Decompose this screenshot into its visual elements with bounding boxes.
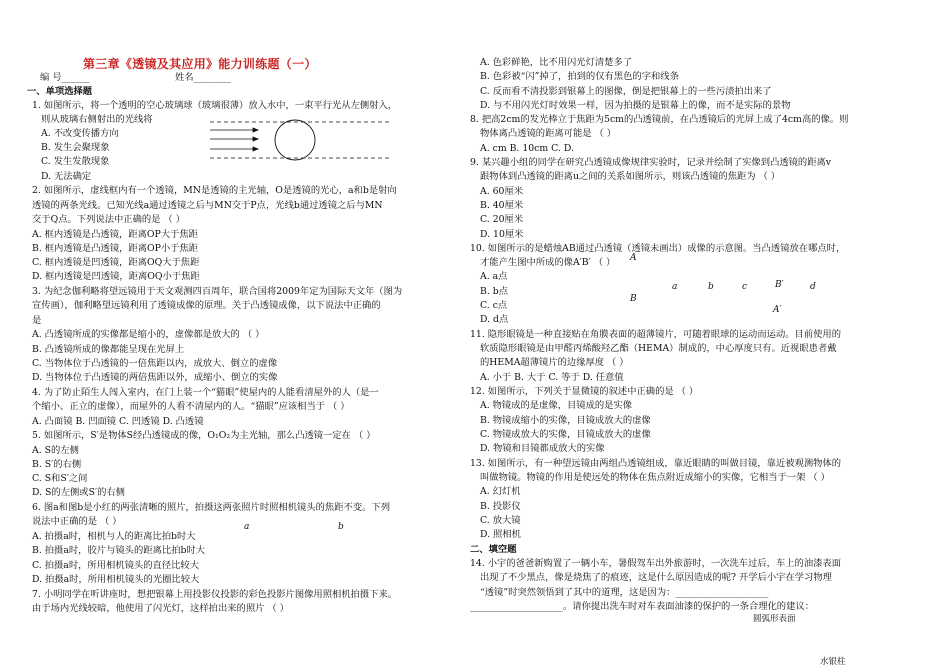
question-line: 6. 图a和图b是小红的两张清晰的照片，拍摄这两张照片时照相机镜头的焦距不变。下列 bbox=[32, 502, 391, 513]
question-line: 10. 如图所示的是蜡烛AB通过凸透镜（透镜未画出）成像的示意图。当凸透镜放在哪点时， bbox=[470, 243, 846, 254]
option-line: C. 物镜成放大的实像，目镜成放大的虚像 bbox=[480, 429, 651, 440]
option-line: A. 物镜成的是虚像，目镜成的是实像 bbox=[480, 400, 633, 411]
question-line: 3. 为纪念伽利略将望远镜用于天文观测四百周年，联合国将2009年定为国际天文年（图为 bbox=[32, 286, 403, 297]
section-heading: 一、单项选择题 bbox=[27, 86, 93, 97]
question-line: 5. 如图所示，S′是物体S经凸透镜成的像，O₁O₂为主光轴，那么凸透镜一定在 （ ） bbox=[32, 430, 376, 441]
image-bottom-label: B′ bbox=[775, 280, 784, 290]
photo-b-label: b bbox=[338, 522, 344, 532]
option-line: C. 当物体位于凸透镜的一倍焦距以内，成放大、倒立的虚像 bbox=[32, 358, 278, 369]
question-line: 9. 某兴趣小组的同学在研究凸透镜成像规律实验时，记录并绘制了实像到凸透镜的距离v bbox=[470, 157, 832, 168]
page-title: 第三章《透镜及其应用》能力训练题（一） bbox=[83, 57, 317, 71]
question-line: 4. 为了防止陌生人闯入室内，在门上装一个“猫眼”使屋内的人能看清屋外的人（是一 bbox=[32, 387, 379, 398]
option-line: B. 凸透镜所成的像都能呈现在光屏上 bbox=[32, 344, 185, 355]
question-line: 是 bbox=[32, 315, 42, 326]
question-line: 说法中正确的是 （ ） bbox=[32, 516, 122, 527]
option-line: D. 当物体位于凸透镜的两倍焦距以外，成缩小、倒立的实像 bbox=[32, 372, 278, 383]
option-line: B. 物镜成缩小的实像，目镜成放大的虚像 bbox=[480, 415, 651, 426]
option-line: B. 投影仪 bbox=[480, 501, 521, 512]
question-line: 才能产生图中所成的像A′B′ （ ） bbox=[480, 257, 616, 268]
question-line: 交于Q点。下列说法中正确的是 （ ） bbox=[32, 214, 185, 225]
point-c-label: c bbox=[742, 282, 748, 292]
question-line: 出现了不少黑点，像是烧焦了的痕迹，这是什么原因造成的呢? 开学后小宇在学习物理 bbox=[480, 572, 832, 583]
option-line: A. S的左侧 bbox=[32, 445, 79, 456]
option-line: A. 幻灯机 bbox=[480, 486, 521, 497]
candle-top-label: A bbox=[630, 253, 637, 263]
option-line: B. 拍摄a时，胶片与镜头的距离比拍b时大 bbox=[32, 545, 205, 556]
question-line: 14. 小宇的爸爸新购置了一辆小车，暑假驾车出外旅游时，一次洗车过后，车上的油漆表面 bbox=[470, 558, 842, 569]
option-line: A. 色彩鲜艳，比不用闪光灯清楚多了 bbox=[480, 57, 633, 68]
option-line: C. c点 bbox=[480, 300, 508, 311]
question-line: 13. 如图所示，有一种望远镜由两组凸透镜组成，靠近眼睛的叫做目镜，靠近被观测物体的 bbox=[470, 458, 842, 469]
question-line: 软质隐形眼镜是由甲醛丙烯酸羟乙酯（HEMA）制成的，中心厚度只有。近视眼患者戴 bbox=[480, 343, 837, 354]
option-line: A. 小于 B. 大于 C. 等于 D. 任意值 bbox=[480, 372, 624, 383]
point-b-label: b bbox=[708, 282, 714, 292]
question-line: 12. 如图所示，下列关于显微镜的叙述中正确的是 （ ） bbox=[470, 386, 699, 397]
question-line: 叫做物镜。物镜的作用是使远处的物体在焦点附近成缩小的实像，它相当于一架 （ ） bbox=[480, 472, 830, 483]
option-line: D. 10厘米 bbox=[480, 229, 524, 240]
option-line: B. 色彩被“闪”掉了，拍到的仅有黑色的字和线条 bbox=[480, 71, 679, 82]
option-line: A. 拍摄a时，相机与人的距离比拍b时大 bbox=[32, 531, 196, 542]
question-line: 的HEMA超薄镜片的边缘厚度 （ ） bbox=[480, 357, 629, 368]
option-line: D. d点 bbox=[480, 314, 509, 325]
question-line: 由于场内光线较暗，他使用了闪光灯，这样拍出来的照片 （ ） bbox=[32, 603, 289, 614]
question-line: “透镜”时突然领悟到了其中的道理，这是因为：____________________ bbox=[480, 587, 769, 598]
question-line: 8. 把高2cm的发光棒立于焦距为5cm的凸透镜前，在凸透镜后的光屏上成了4cm高的像。则 bbox=[470, 114, 849, 125]
option-line: B. S′的右侧 bbox=[32, 459, 82, 470]
option-line: B. b点 bbox=[480, 286, 508, 297]
question-line: 跟物体到凸透镜的距离u之间的关系如图所示，则该凸透镜的焦距为 （ ） bbox=[480, 171, 781, 182]
option-line: A. a点 bbox=[480, 271, 508, 282]
question-line: 1. 如图所示，将一个透明的空心玻璃球（玻璃很薄）放入水中，一束平行光从左侧射入， bbox=[32, 100, 398, 111]
option-line: C. 放大镜 bbox=[480, 515, 521, 526]
student-number: 编 号______ bbox=[40, 72, 90, 83]
option-line: D. 无法确定 bbox=[41, 171, 92, 182]
option-line: D. 与不用闪光灯时效果一样，因为拍摄的是银幕上的像，而不是实际的景物 bbox=[480, 100, 791, 111]
option-line: D. S的左侧或S′的右侧 bbox=[32, 487, 125, 498]
option-line: C. 反而看不清投影到银幕上的图像，倒是把银幕上的一些污渍拍出来了 bbox=[480, 86, 772, 97]
question-line: 透镜的两条光线。已知光线a通过透镜之后与MN交于P点，光线b通过透镜之后与MN bbox=[32, 200, 383, 211]
option-line: A. 框内透镜是凸透镜，距离OP大于焦距 bbox=[32, 229, 198, 240]
option-line: C. 拍摄a时，所用相机镜头的直径比较大 bbox=[32, 560, 199, 571]
image-top-label: A′ bbox=[773, 305, 782, 315]
option-line: A. 60厘米 bbox=[480, 186, 524, 197]
option-line: C. 20厘米 bbox=[480, 214, 524, 225]
section-heading: 二、填空题 bbox=[470, 544, 517, 555]
option-line: D. 物镜和目镜都成放大的实像 bbox=[480, 443, 605, 454]
option-line: D. 拍摄a时，所用相机镜头的光圈比较大 bbox=[32, 574, 200, 585]
option-line: A. 凸面镜 B. 凹面镜 C. 凹透镜 D. 凸透镜 bbox=[32, 416, 204, 427]
question-line: 个缩小、正立的虚像），而屋外的人看不清屋内的人。“猫眼”应该相当于 （ ） bbox=[32, 401, 350, 412]
option-line: D. 框内透镜是凹透镜，距离OQ小于焦距 bbox=[32, 271, 200, 282]
point-a-label: a bbox=[672, 282, 678, 292]
right-column bbox=[470, 0, 895, 671]
question-line: 2. 如图所示，虚线框内有一个透镜，MN是透镜的主光轴，O是透镜的光心，a和b是射向 bbox=[32, 185, 397, 196]
option-line: A. 不改变传播方向 bbox=[41, 128, 119, 139]
question-line: 宣传画），伽利略望远镜利用了透镜成像的原理。关于凸透镜成像，以下说法中正确的 bbox=[32, 300, 381, 311]
option-line: B. 框内透镜是凸透镜，距离OP小于焦距 bbox=[32, 243, 199, 254]
left-column bbox=[27, 0, 447, 671]
figure-caption: 圆弧形表面 bbox=[753, 614, 796, 624]
photo-a-label: a bbox=[244, 522, 250, 532]
point-d-label: d bbox=[810, 282, 816, 292]
student-name: 姓名________ bbox=[175, 72, 231, 83]
option-line: C. S和S′之间 bbox=[32, 473, 88, 484]
question-line: ____________________。请你提出洗车时对车表面油漆的保护的一条合理化的建议： bbox=[470, 601, 814, 612]
footer-label: 水银柱 bbox=[820, 657, 846, 667]
candle-bottom-label: B bbox=[630, 294, 637, 304]
question-line: 7. 小明同学在听讲座时，想把银幕上用投影仪投影的彩色投影片图像用照相机拍摄下来。 bbox=[32, 589, 398, 600]
option-line: A. cm B. 10cm C. D. bbox=[480, 143, 574, 154]
option-line: C. 发生发散现象 bbox=[41, 156, 110, 167]
question-line: 则从玻璃右侧射出的光线将 bbox=[41, 114, 153, 125]
option-line: A. 凸透镜所成的实像都是缩小的，虚像都是放大的 （ ） bbox=[32, 329, 265, 340]
question-line: 物体离凸透镜的距离可能是 （ ） bbox=[480, 128, 617, 139]
option-line: B. 发生会聚现象 bbox=[41, 142, 110, 153]
option-line: B. 40厘米 bbox=[480, 200, 524, 211]
question-line: 11. 隐形眼镜是一种直接贴在角膜表面的超薄镜片，可随着眼球的运动而运动。目前使用的 bbox=[470, 329, 842, 340]
glass-ball-figure bbox=[210, 118, 390, 162]
option-line: C. 框内透镜是凹透镜，距离OQ大于焦距 bbox=[32, 257, 200, 268]
option-line: D. 照相机 bbox=[480, 529, 521, 540]
